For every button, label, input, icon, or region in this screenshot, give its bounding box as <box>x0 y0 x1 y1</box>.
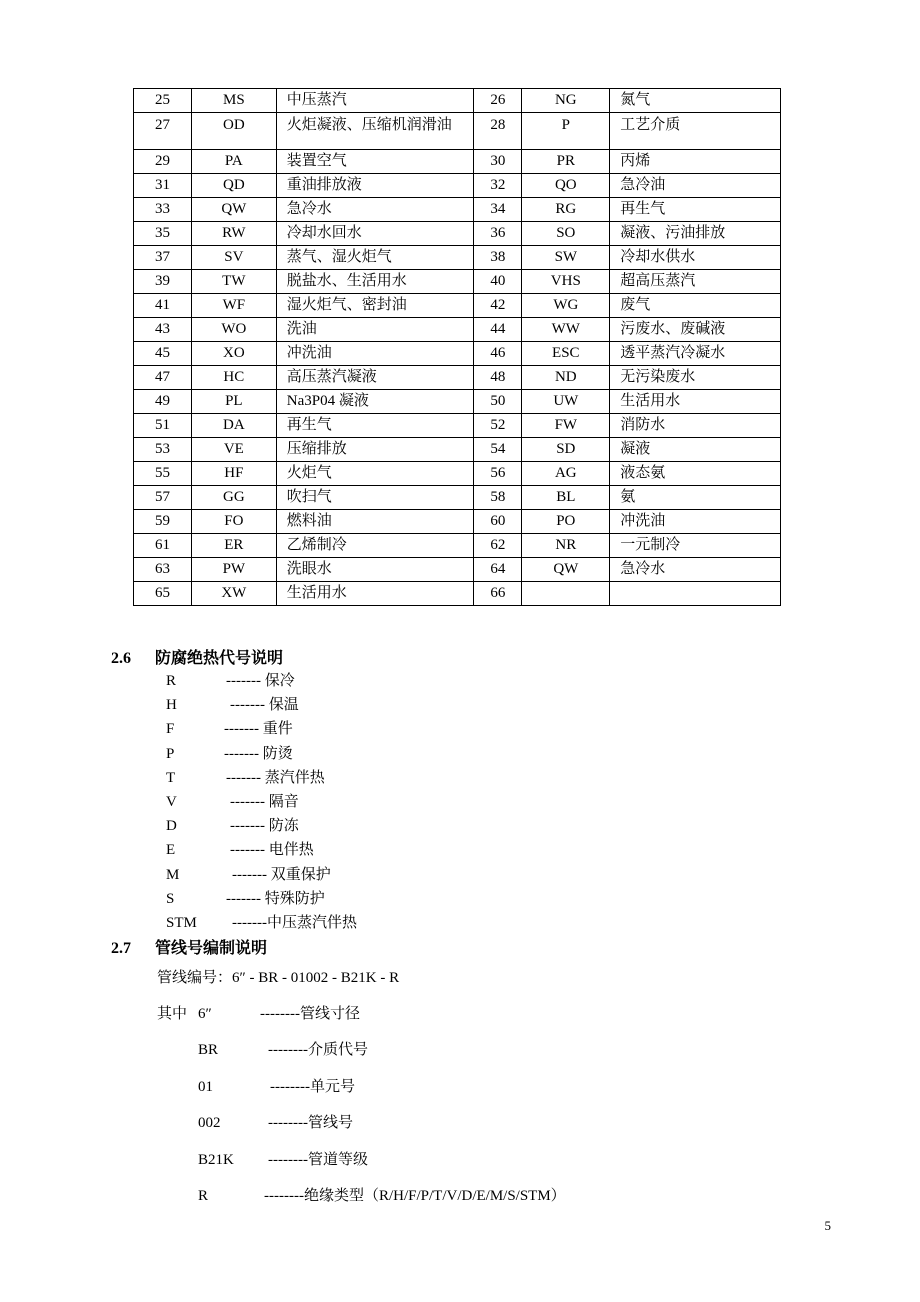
medium-code-cell: AG <box>522 462 610 486</box>
medium-code-cell: PO <box>522 510 610 534</box>
row-number-cell: 46 <box>474 342 522 366</box>
medium-description-cell: 压缩排放 <box>276 438 474 462</box>
medium-code-cell: FW <box>522 414 610 438</box>
row-number-cell: 59 <box>134 510 192 534</box>
medium-code-cell: MS <box>191 89 276 113</box>
medium-code-table-body <box>134 89 781 606</box>
medium-code-cell: PL <box>191 390 276 414</box>
table-row <box>134 462 781 486</box>
medium-code-cell: WF <box>191 294 276 318</box>
legend-item <box>166 717 293 739</box>
row-number-cell: 60 <box>474 510 522 534</box>
medium-description-cell: 再生气 <box>610 198 781 222</box>
medium-description-cell: 洗油 <box>276 318 474 342</box>
table-row <box>134 390 781 414</box>
table-row <box>134 486 781 510</box>
medium-description-cell: 冷却水回水 <box>276 222 474 246</box>
section-title: 防腐绝热代号说明 <box>155 648 284 667</box>
section-number: 2.7 <box>111 940 131 957</box>
row-number-cell: 32 <box>474 174 522 198</box>
table-row <box>134 342 781 366</box>
line-part-item <box>198 1038 368 1059</box>
row-number-cell: 31 <box>134 174 192 198</box>
medium-code-cell: HC <box>191 366 276 390</box>
medium-description-cell: 再生气 <box>276 414 474 438</box>
line-part-description: --------管线寸径 <box>260 1006 360 1022</box>
row-number-cell: 39 <box>134 270 192 294</box>
row-number-cell: 25 <box>134 89 192 113</box>
legend-description: ------- 电伴热 <box>230 842 314 859</box>
row-number-cell: 56 <box>474 462 522 486</box>
medium-description-cell: 废气 <box>610 294 781 318</box>
legend-item <box>166 693 299 715</box>
medium-description-cell: 乙烯制冷 <box>276 534 474 558</box>
legend-description: -------中压蒸汽伴热 <box>232 915 357 931</box>
medium-code-cell: QW <box>522 558 610 582</box>
legend-item <box>166 887 325 909</box>
medium-code-cell <box>522 582 610 606</box>
legend-description: ------- 防冻 <box>230 818 299 835</box>
medium-description-cell: 高压蒸汽凝液 <box>276 366 474 390</box>
row-number-cell: 41 <box>134 294 192 318</box>
row-number-cell: 44 <box>474 318 522 342</box>
medium-description-cell: 急冷水 <box>276 198 474 222</box>
medium-code-cell: NG <box>522 89 610 113</box>
line-part-description: --------绝缘类型（R/H/F/P/T/V/D/E/M/S/STM） <box>264 1188 566 1204</box>
row-number-cell: 65 <box>134 582 192 606</box>
medium-description-cell: 急冷水 <box>610 558 781 582</box>
medium-description-cell: 湿火炬气、密封油 <box>276 294 474 318</box>
table-row <box>134 89 781 113</box>
medium-code-cell: XW <box>191 582 276 606</box>
line-part-code: BR <box>198 1042 219 1059</box>
medium-description-cell: 中压蒸汽 <box>276 89 474 113</box>
legend-code: T <box>166 769 176 786</box>
row-number-cell: 47 <box>134 366 192 390</box>
legend-item <box>166 790 299 812</box>
medium-code-cell: VHS <box>522 270 610 294</box>
row-number-cell: 64 <box>474 558 522 582</box>
medium-description-cell: 凝液 <box>610 438 781 462</box>
legend-description: ------- 保温 <box>230 697 299 714</box>
medium-description-cell: 超高压蒸汽 <box>610 270 781 294</box>
table-row <box>134 150 781 174</box>
medium-description-cell: 一元制冷 <box>610 534 781 558</box>
row-number-cell: 26 <box>474 89 522 113</box>
line-part-description: --------管线号 <box>268 1115 353 1132</box>
table-row <box>134 246 781 270</box>
section-26-heading <box>111 645 283 668</box>
medium-code-cell: FO <box>191 510 276 534</box>
legend-code: STM <box>166 915 197 931</box>
medium-description-cell: Na3P04 凝液 <box>276 390 474 414</box>
line-part-code: R <box>198 1188 209 1204</box>
medium-code-cell: QD <box>191 174 276 198</box>
table-row <box>134 510 781 534</box>
legend-description: ------- 蒸汽伴热 <box>226 769 325 786</box>
medium-code-cell: SV <box>191 246 276 270</box>
medium-description-cell: 凝液、污油排放 <box>610 222 781 246</box>
legend-code: M <box>166 866 180 883</box>
row-number-cell: 52 <box>474 414 522 438</box>
row-number-cell: 35 <box>134 222 192 246</box>
medium-description-cell: 工艺介质 <box>610 113 781 150</box>
medium-description-cell: 火炬气 <box>276 462 474 486</box>
line-number-example: 管线编号：6″ - BR - 01002 - B21K - R <box>157 970 400 986</box>
medium-code-cell: WW <box>522 318 610 342</box>
medium-description-cell: 脱盐水、生活用水 <box>276 270 474 294</box>
table-row <box>134 222 781 246</box>
row-number-cell: 58 <box>474 486 522 510</box>
row-number-cell: 63 <box>134 558 192 582</box>
legend-code: S <box>166 890 175 907</box>
table-row <box>134 414 781 438</box>
line-part-code: 01 <box>198 1078 213 1095</box>
legend-item <box>166 766 325 788</box>
row-number-cell: 27 <box>134 113 192 150</box>
section-number: 2.6 <box>111 650 131 667</box>
row-number-cell: 36 <box>474 222 522 246</box>
row-number-cell: 40 <box>474 270 522 294</box>
legend-item <box>166 863 331 885</box>
legend-item <box>166 669 295 691</box>
legend-item <box>166 814 299 836</box>
line-part-code: 6″ <box>198 1006 212 1022</box>
medium-description-cell: 生活用水 <box>276 582 474 606</box>
medium-code-cell: XO <box>191 342 276 366</box>
line-part-item <box>198 1002 360 1023</box>
medium-description-cell: 污废水、废碱液 <box>610 318 781 342</box>
row-number-cell: 49 <box>134 390 192 414</box>
legend-description: ------- 双重保护 <box>232 866 331 883</box>
medium-code-cell: VE <box>191 438 276 462</box>
table-row <box>134 270 781 294</box>
table-row <box>134 113 781 150</box>
medium-code-cell: GG <box>191 486 276 510</box>
row-number-cell: 45 <box>134 342 192 366</box>
medium-description-cell: 冲洗油 <box>610 510 781 534</box>
legend-description: ------- 特殊防护 <box>226 890 325 907</box>
medium-description-cell: 急冷油 <box>610 174 781 198</box>
row-number-cell: 38 <box>474 246 522 270</box>
medium-code-cell: TW <box>191 270 276 294</box>
legend-code: H <box>166 697 177 714</box>
medium-description-cell: 冷却水供水 <box>610 246 781 270</box>
line-part-description: --------介质代号 <box>268 1042 368 1059</box>
medium-code-cell: WO <box>191 318 276 342</box>
line-part-code: B21K <box>198 1151 234 1168</box>
row-number-cell: 48 <box>474 366 522 390</box>
line-part-description: --------单元号 <box>270 1078 355 1095</box>
legend-code: F <box>166 721 175 738</box>
medium-code-cell: BL <box>522 486 610 510</box>
row-number-cell: 28 <box>474 113 522 150</box>
table-row <box>134 366 781 390</box>
row-number-cell: 53 <box>134 438 192 462</box>
line-part-item <box>198 1111 353 1132</box>
table-row <box>134 174 781 198</box>
medium-description-cell: 氨 <box>610 486 781 510</box>
legend-code: P <box>166 745 175 762</box>
table-row <box>134 198 781 222</box>
medium-description-cell: 透平蒸汽冷凝水 <box>610 342 781 366</box>
medium-code-cell: ESC <box>522 342 610 366</box>
line-part-item <box>198 1148 368 1169</box>
medium-description-cell: 冲洗油 <box>276 342 474 366</box>
medium-description-cell: 蒸气、湿火炬气 <box>276 246 474 270</box>
medium-code-cell: SD <box>522 438 610 462</box>
medium-description-cell: 吹扫气 <box>276 486 474 510</box>
medium-description-cell: 氮气 <box>610 89 781 113</box>
row-number-cell: 62 <box>474 534 522 558</box>
table-row <box>134 534 781 558</box>
row-number-cell: 34 <box>474 198 522 222</box>
legend-description: ------- 保冷 <box>226 673 295 689</box>
medium-code-cell: RW <box>191 222 276 246</box>
section-title: 管线号编制说明 <box>155 938 268 957</box>
table-row <box>134 558 781 582</box>
medium-description-cell: 燃料油 <box>276 510 474 534</box>
medium-description-cell: 消防水 <box>610 414 781 438</box>
medium-code-cell: HF <box>191 462 276 486</box>
medium-description-cell: 洗眼水 <box>276 558 474 582</box>
legend-description: ------- 隔音 <box>230 794 299 810</box>
row-number-cell: 55 <box>134 462 192 486</box>
legend-code: R <box>166 673 177 689</box>
medium-description-cell: 液态氨 <box>610 462 781 486</box>
table-row <box>134 438 781 462</box>
line-part-code: 002 <box>198 1115 221 1132</box>
row-number-cell: 57 <box>134 486 192 510</box>
legend-item <box>166 742 293 764</box>
table-row <box>134 318 781 342</box>
medium-code-cell: QO <box>522 174 610 198</box>
medium-code-cell: RG <box>522 198 610 222</box>
medium-description-cell: 生活用水 <box>610 390 781 414</box>
medium-code-cell: SO <box>522 222 610 246</box>
medium-code-cell: QW <box>191 198 276 222</box>
medium-code-cell: ER <box>191 534 276 558</box>
medium-code-cell: ND <box>522 366 610 390</box>
medium-code-cell: PW <box>191 558 276 582</box>
medium-code-cell: UW <box>522 390 610 414</box>
medium-code-table <box>133 88 781 606</box>
page-number: 5 <box>824 1218 831 1233</box>
medium-description-cell <box>610 582 781 606</box>
line-part-description: --------管道等级 <box>268 1151 368 1168</box>
medium-code-cell: DA <box>191 414 276 438</box>
section-27-heading <box>111 935 267 958</box>
row-number-cell: 66 <box>474 582 522 606</box>
medium-code-cell: SW <box>522 246 610 270</box>
medium-code-cell: WG <box>522 294 610 318</box>
row-number-cell: 43 <box>134 318 192 342</box>
legend-description: ------- 防烫 <box>224 745 293 762</box>
table-row <box>134 582 781 606</box>
medium-description-cell: 无污染废水 <box>610 366 781 390</box>
medium-code-cell: P <box>522 113 610 150</box>
row-number-cell: 37 <box>134 246 192 270</box>
legend-code: V <box>166 794 177 810</box>
medium-code-cell: PA <box>191 150 276 174</box>
row-number-cell: 29 <box>134 150 192 174</box>
legend-description: ------- 重件 <box>224 721 293 738</box>
row-number-cell: 54 <box>474 438 522 462</box>
line-part-item <box>198 1075 355 1096</box>
row-number-cell: 50 <box>474 390 522 414</box>
medium-description-cell: 重油排放液 <box>276 174 474 198</box>
legend-code: D <box>166 818 177 835</box>
table-row <box>134 294 781 318</box>
medium-description-cell: 装置空气 <box>276 150 474 174</box>
medium-code-cell: OD <box>191 113 276 150</box>
medium-code-cell: NR <box>522 534 610 558</box>
legend-item <box>166 838 314 860</box>
row-number-cell: 51 <box>134 414 192 438</box>
medium-code-cell: PR <box>522 150 610 174</box>
row-number-cell: 61 <box>134 534 192 558</box>
legend-item <box>166 911 357 933</box>
row-number-cell: 30 <box>474 150 522 174</box>
medium-description-cell: 火炬凝液、压缩机润滑油 <box>276 113 474 150</box>
line-part-item <box>198 1184 566 1205</box>
legend-code: E <box>166 842 176 859</box>
row-number-cell: 33 <box>134 198 192 222</box>
row-number-cell: 42 <box>474 294 522 318</box>
medium-description-cell: 丙烯 <box>610 150 781 174</box>
among-label: 其中 <box>157 1006 188 1022</box>
